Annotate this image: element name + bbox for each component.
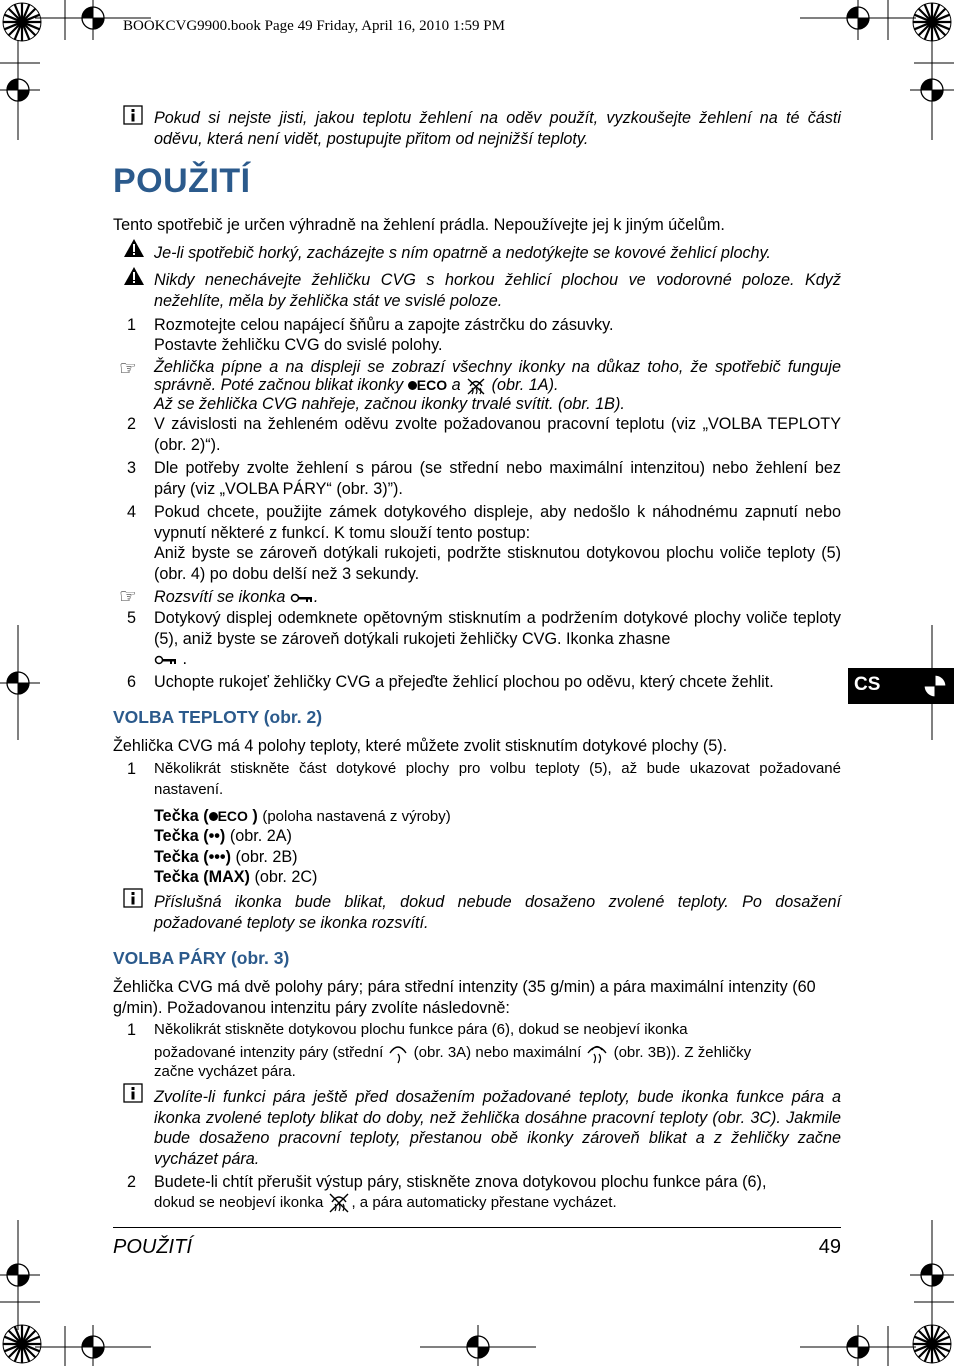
eco-dot-icon — [209, 812, 218, 821]
section-heading-temperature: VOLBA TEPLOTY (obr. 2) — [113, 707, 323, 727]
step-3: Dle potřeby zvolte žehlení s párou (se střední nebo maximální intenzitou) nebo žehlení bez páry (viz „VOLBA PÁRY“ (obr. 3)”). — [154, 459, 841, 498]
steam-step-2c: , a pára automaticky přestane vycházet. — [351, 1193, 617, 1211]
warning-icon — [123, 266, 145, 286]
tip-1-text: Žehlička pípne a na displeji se zobrazí všechny ikonky na důkaz toho, že spotřebič funguje správně. Poté začnou blikat ikonky — [154, 358, 841, 394]
dot-option-2-label: Tečka (••) — [154, 827, 226, 845]
step-6: Uchopte rukojeť žehličky CVG a přejeďte žehlicí plochou po oděvu, který chcete žehlit. — [154, 673, 774, 691]
language-tab-label: CS — [854, 674, 881, 695]
steam-step-2a: Budete-li chtít přerušit výstup páry, stiskněte znova dotykovou plochu funkce pára (6), — [154, 1173, 767, 1191]
warning-icon — [123, 238, 145, 258]
dot-option-1 — [154, 806, 841, 828]
temperature-intro: Žehlička CVG má 4 polohy teploty, které můžete zvolit stisknutím dotykové plochy (5). — [113, 737, 728, 755]
step-number: 3 — [127, 459, 137, 477]
step-1a: Rozmotejte celou napájecí šňůru a zapojte zástrčku do zásuvky. — [154, 316, 614, 334]
steam-step-1a: Několikrát stiskněte dotykovou plochu funkce pára (6), dokud se neobjeví ikonka — [154, 1021, 688, 1038]
key-icon — [154, 654, 178, 666]
step-number: 4 — [127, 503, 137, 521]
tip-2-text: Rozsvítí se ikonka — [154, 588, 286, 606]
steam-step-2b — [154, 1192, 841, 1214]
step-5-text: Dotykový displej odemknete opětovným stisknutím a podržením dotykové plochy voliče teploty (5), aniž byste se zároveň dotýkali rukojeti žehličky CVG. Ikonka zhasne — [154, 609, 841, 648]
dot-option-4 — [154, 867, 841, 888]
tip-1 — [154, 358, 841, 413]
step-number: 1 — [127, 760, 137, 778]
section-heading-steam: VOLBA PÁRY (obr. 3) — [113, 948, 290, 968]
temperature-note: Příslušná ikonka bude blikat, dokud nebude dosaženo zvolené teploty. Po dosažení požadované teploty se ikonka rozsvítí. — [154, 893, 841, 932]
tip-1-ref: (obr. 1A). — [491, 376, 559, 394]
step-5: Dotykový displej odemknete opětovným stisknutím a podržením dotykové plochy voliče teploty (5), aniž byste se zároveň dotýkali rukojeti žehličky CVG. Ikonka zhasne . — [154, 609, 841, 668]
dot-option-2 — [154, 826, 841, 847]
page-number: 49 — [818, 1236, 841, 1258]
dot-option-4-label: Tečka (MAX) — [154, 868, 250, 886]
temperature-step-1: Několikrát stiskněte část dotykové plochy pro volbu teploty (5), až bude ukazovat požadované nastavení. — [154, 760, 841, 798]
dot-option-1-close: ) — [247, 807, 258, 825]
steam-step-1c: (obr. 3A) nebo maximální — [413, 1043, 582, 1061]
info-icon — [123, 888, 143, 908]
dot-option-3-desc: (obr. 2B) — [235, 848, 298, 866]
warning-2: Nikdy nenechávejte žehličku CVG s horkou žehlicí plochou ve vodorovné poloze. Když nežehlíte, měla by žehlička stát ve svislé poloze. — [154, 271, 841, 310]
tab-registration-icon — [920, 671, 950, 701]
step-number: 1 — [127, 1021, 137, 1039]
info-icon — [123, 1083, 143, 1103]
steam-off-icon — [327, 1192, 351, 1214]
step-number: 1 — [127, 316, 137, 334]
steam-step-1d: (obr. 3B)). Z žehličky — [613, 1043, 752, 1061]
tip-2: Rozsvítí se ikonka . — [154, 588, 319, 606]
print-header: BOOKCVG9900.book Page 49 Friday, April 16, 2010 1:59 PM — [123, 18, 505, 34]
step-1b: Postavte žehličku CVG do svislé polohy. — [154, 336, 443, 354]
steam-step-2b-text: dokud se neobjeví ikonka — [154, 1193, 324, 1211]
step-number: 6 — [127, 673, 137, 691]
step-number: 5 — [127, 609, 137, 627]
dot-option-3 — [154, 847, 841, 868]
footer-divider — [113, 1227, 841, 1228]
key-icon — [290, 592, 314, 604]
info-icon — [123, 105, 143, 125]
step-4a: Pokud chcete, použijte zámek dotykového displeje, aby nedošlo k náhodnému zapnutí nebo vypnutí některé z funkcí. K tomu slouží tento postup: — [154, 503, 841, 542]
steam-off-icon — [465, 377, 487, 395]
dot-option-2-desc: (obr. 2A) — [229, 827, 292, 845]
step-number: 2 — [127, 1173, 137, 1191]
footer-title: POUŽITÍ — [113, 1236, 192, 1258]
dot-option-1-desc: (poloha nastavená z výroby) — [262, 808, 451, 825]
eco-label: ECO — [416, 377, 448, 393]
note-top: Pokud si nejste jisti, jakou teplotu žehlení na oděv použít, vyzkoušejte žehlení na té části oděvu, která není vidět, postupujte přitom od nejnižší teploty. — [154, 109, 841, 148]
eco-label: ECO — [217, 808, 248, 824]
steam-step-1b-text: požadované intenzity páry (střední — [154, 1043, 384, 1061]
dot-option-1-label: Tečka ( — [154, 807, 209, 825]
steam-note: Zvolíte-li funkci pára ještě před dosažením požadované teploty, bude ikonka funkce pára a ikonka zvolené teploty blikat do doby, než žehlička dosáhne pracovní teploty (obr. 3C). Jakmile bude dosaženo pracovní teploty, přestanou obě ikonky zároveň blikat a z žehličky začne vycházet pára. — [154, 1088, 841, 1168]
steam-step-1e: začne vycházet pára. — [154, 1063, 296, 1080]
warning-1: Je-li spotřebič horký, zacházejte s ním opatrně a nedotýkejte se kovové žehlicí plochy. — [154, 244, 771, 262]
step-2: V závislosti na žehleném oděvu zvolte požadovanou pracovní teplotu (viz „VOLBA TEPLOTY (obr. 2)“). — [154, 415, 841, 454]
intro-paragraph: Tento spotřebič je určen výhradně na žehlení prádla. Nepoužívejte jej k jiným účelům. — [113, 216, 725, 234]
eco-dot-icon — [408, 381, 417, 390]
step-number: 2 — [127, 415, 137, 433]
tip-1-and: a — [451, 376, 461, 394]
dot-option-4-desc: (obr. 2C) — [254, 868, 318, 886]
pointing-hand-icon: ☞ — [119, 586, 137, 608]
tip-1-line2: Až se žehlička CVG nahřeje, začnou ikonky trvalé svítit. (obr. 1B). — [154, 394, 625, 413]
step-4b: Aniž byste se zároveň dotýkali rukojeti, podržte stisknutou dotykovou plochu voliče teploty (5) (obr. 4) po dobu delší než 3 sekundy. — [154, 544, 841, 583]
dot-option-3-label: Tečka (•••) — [154, 848, 231, 866]
steam-intro: Žehlička CVG má dvě polohy páry; pára střední intenzity (35 g/min) a pára maximální intenzity (60 g/min). Požadovanou intenzitu páry zvolíte následovně: — [113, 978, 816, 1017]
language-tab — [848, 668, 954, 704]
page-title: POUŽITÍ — [113, 162, 251, 200]
pointing-hand-icon: ☞ — [119, 358, 137, 380]
